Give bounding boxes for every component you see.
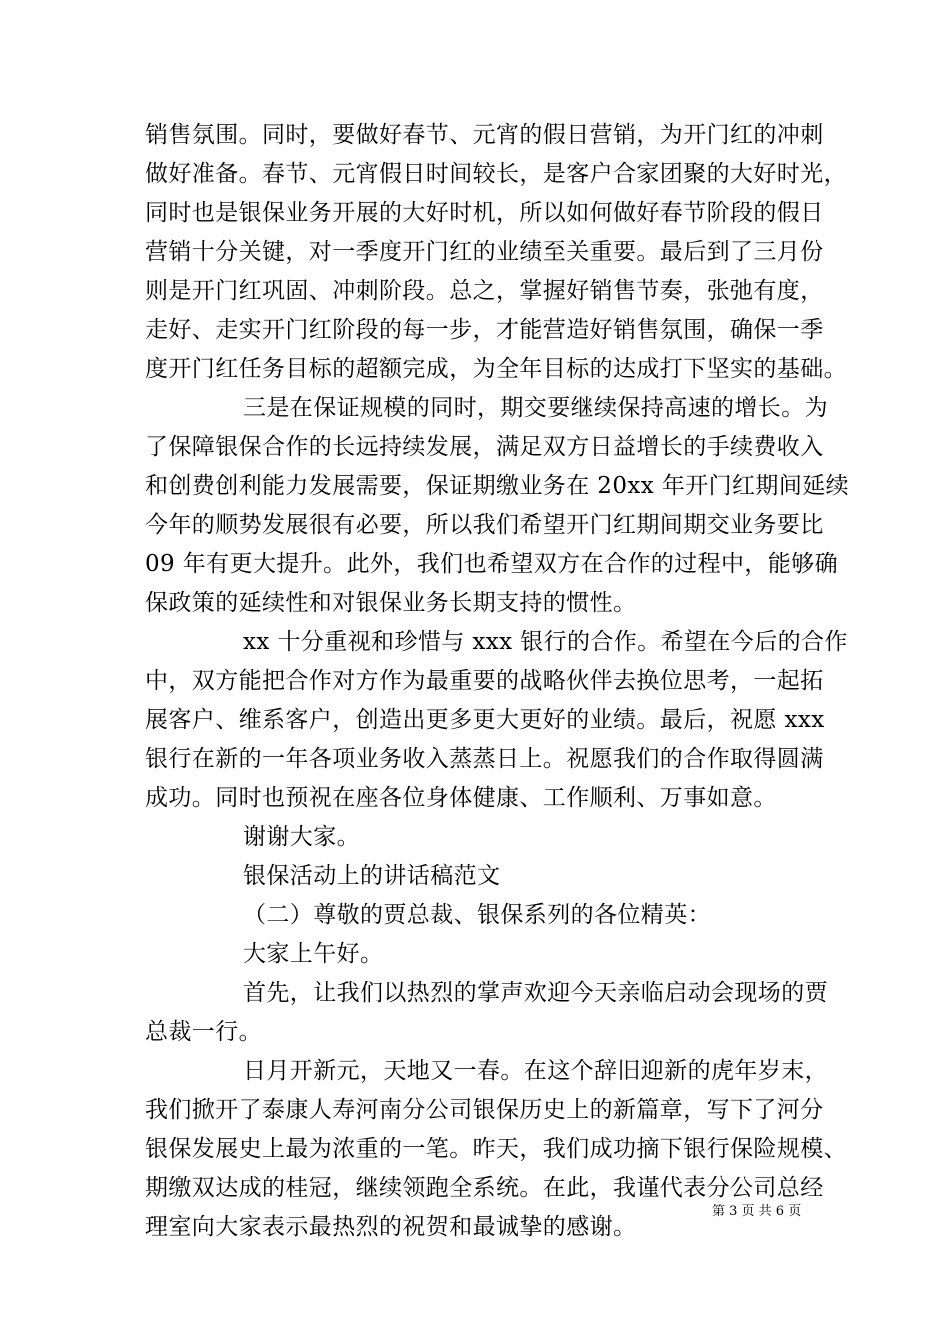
paragraph-line: 展客户、维系客户，创造出更多更大更好的业绩。最后，祝愿 xxx: [145, 707, 825, 733]
paragraph-line: 银行在新的一年各项业务收入蒸蒸日上。祝愿我们的合作取得圆满: [145, 746, 824, 772]
paragraph-line: 09 年有更大提升。此外，我们也希望双方在合作的过程中，能够确: [145, 551, 838, 577]
paragraph-line: 我们掀开了泰康人寿河南分公司银保历史上的新篇章，写下了河分: [145, 1097, 824, 1123]
paragraph-line: 三是在保证规模的同时，期交要继续保持高速的增长。为: [243, 395, 828, 421]
paragraph-line: 理室向大家表示最热烈的祝贺和最诚挚的感谢。: [145, 1214, 637, 1240]
salutation: （二）尊敬的贾总裁、银保系列的各位精英：: [243, 902, 711, 928]
page-number: 第 3 页 共 6 页: [712, 1204, 802, 1219]
paragraph-line: 走好、走实开门红阶段的每一步，才能营造好销售氛围，确保一季: [145, 317, 824, 343]
paragraph-line: 总裁一行。: [145, 1019, 262, 1045]
paragraph-line: xx 十分重视和珍惜与 xxx 银行的合作。希望在今后的合作: [243, 629, 848, 655]
section-title: 银保活动上的讲话稿范文: [243, 863, 501, 889]
paragraph-line: 和创费创利能力发展需要，保证期缴业务在 20xx 年开门红期间延续: [145, 473, 850, 499]
paragraph-line: 期缴双达成的桂冠，继续领跑全系统。在此，我谨代表分公司总经: [145, 1175, 824, 1201]
greeting: 大家上午好。: [243, 941, 384, 967]
paragraph-line: 保政策的延续性和对银保业务长期支持的惯性。: [145, 590, 637, 616]
paragraph-line: 中，双方能把合作对方作为最重要的战略伙伴去换位思考，一起拓: [145, 668, 824, 694]
paragraph-line: 则是开门红巩固、冲刺阶段。总之，掌握好销售节奏，张弛有度，: [145, 278, 824, 304]
paragraph-line: 做好准备。春节、元宵假日时间较长，是客户合家团聚的大好时光，: [145, 161, 847, 187]
paragraph-line: 日月开新元，天地又一春。在这个辞旧迎新的虎年岁末，: [243, 1058, 828, 1084]
paragraph-line: 销售氛围。同时，要做好春节、元宵的假日营销，为开门红的冲刺: [145, 122, 824, 148]
paragraph-line: 同时也是银保业务开展的大好时机，所以如何做好春节阶段的假日: [145, 200, 824, 226]
paragraph-line: 首先，让我们以热烈的掌声欢迎今天亲临启动会现场的贾: [243, 980, 828, 1006]
closing-thanks: 谢谢大家。: [243, 824, 360, 850]
paragraph-line: 今年的顺势发展很有必要，所以我们希望开门红期间期交业务要比: [145, 512, 824, 538]
paragraph-line: 了保障银保合作的长远持续发展，满足双方日益增长的手续费收入: [145, 434, 824, 460]
paragraph-line: 度开门红任务目标的超额完成，为全年目标的达成打下坚实的基础。: [145, 356, 847, 382]
paragraph-line: 成功。同时也预祝在座各位身体健康、工作顺利、万事如意。: [145, 785, 777, 811]
paragraph-line: 营销十分关键，对一季度开门红的业绩至关重要。最后到了三月份: [145, 239, 824, 265]
paragraph-line: 银保发展史上最为浓重的一笔。昨天，我们成功摘下银行保险规模、: [145, 1136, 847, 1162]
